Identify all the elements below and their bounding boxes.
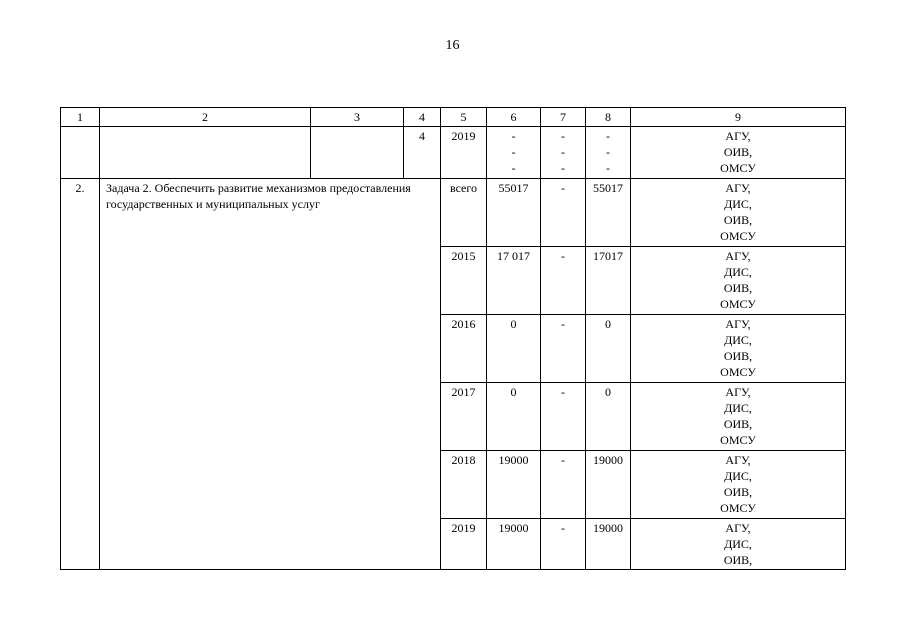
col8-value: 19000 <box>586 519 631 570</box>
col8-values: - - - <box>586 127 631 179</box>
col6-value: 0 <box>487 383 541 451</box>
executors-cell: АГУ, ДИС, ОИВ, ОМСУ <box>631 383 846 451</box>
col8-value: 17017 <box>586 247 631 315</box>
col7-value: - <box>541 451 586 519</box>
col7-value: - <box>541 179 586 247</box>
col7-value: - <box>541 315 586 383</box>
col7-value: - <box>541 519 586 570</box>
executors-cell: АГУ, ДИС, ОИВ, ОМСУ <box>631 451 846 519</box>
header-cell-3: 3 <box>311 108 404 127</box>
col8-value: 55017 <box>586 179 631 247</box>
page-number: 16 <box>445 38 460 53</box>
col6-value: 55017 <box>487 179 541 247</box>
header-cell-9: 9 <box>631 108 846 127</box>
col6-value: 17 017 <box>487 247 541 315</box>
task-number: 2. <box>61 179 100 570</box>
col4-value: 4 <box>404 127 441 179</box>
executors-cell: АГУ, ДИС, ОИВ, <box>631 519 846 570</box>
col7-values: - - - <box>541 127 586 179</box>
task2-row <box>61 179 846 247</box>
header-cell-8: 8 <box>586 108 631 127</box>
col8-value: 0 <box>586 315 631 383</box>
year-cell: 2018 <box>441 451 487 519</box>
executors-cell: АГУ, ДИС, ОИВ, ОМСУ <box>631 315 846 383</box>
col8-value: 19000 <box>586 451 631 519</box>
col7-value: - <box>541 247 586 315</box>
year-cell: 2017 <box>441 383 487 451</box>
col8-value: 0 <box>586 383 631 451</box>
cell-empty <box>311 127 404 179</box>
col6-value: 0 <box>487 315 541 383</box>
executors-cell: АГУ, ОИВ, ОМСУ <box>631 127 846 179</box>
executors-cell: АГУ, ДИС, ОИВ, ОМСУ <box>631 179 846 247</box>
header-cell-2: 2 <box>100 108 311 127</box>
header-cell-6: 6 <box>487 108 541 127</box>
year-cell: 2019 <box>441 127 487 179</box>
year-cell: 2016 <box>441 315 487 383</box>
header-cell-1: 1 <box>61 108 100 127</box>
col7-value: - <box>541 383 586 451</box>
executors-cell: АГУ, ДИС, ОИВ, ОМСУ <box>631 247 846 315</box>
year-cell: 2019 <box>441 519 487 570</box>
program-table <box>60 107 846 570</box>
year-cell: всего <box>441 179 487 247</box>
header-cell-4: 4 <box>404 108 441 127</box>
cell-empty <box>61 127 100 179</box>
cell-empty <box>100 127 311 179</box>
header-cell-7: 7 <box>541 108 586 127</box>
header-row <box>61 108 846 127</box>
col6-value: 19000 <box>487 519 541 570</box>
col6-values: - - - <box>487 127 541 179</box>
continuation-row <box>61 127 846 179</box>
year-cell: 2015 <box>441 247 487 315</box>
col6-value: 19000 <box>487 451 541 519</box>
header-cell-5: 5 <box>441 108 487 127</box>
task-title: Задача 2. Обеспечить развитие механизмов предоставления государственных и муниципальных услуг <box>100 179 441 570</box>
